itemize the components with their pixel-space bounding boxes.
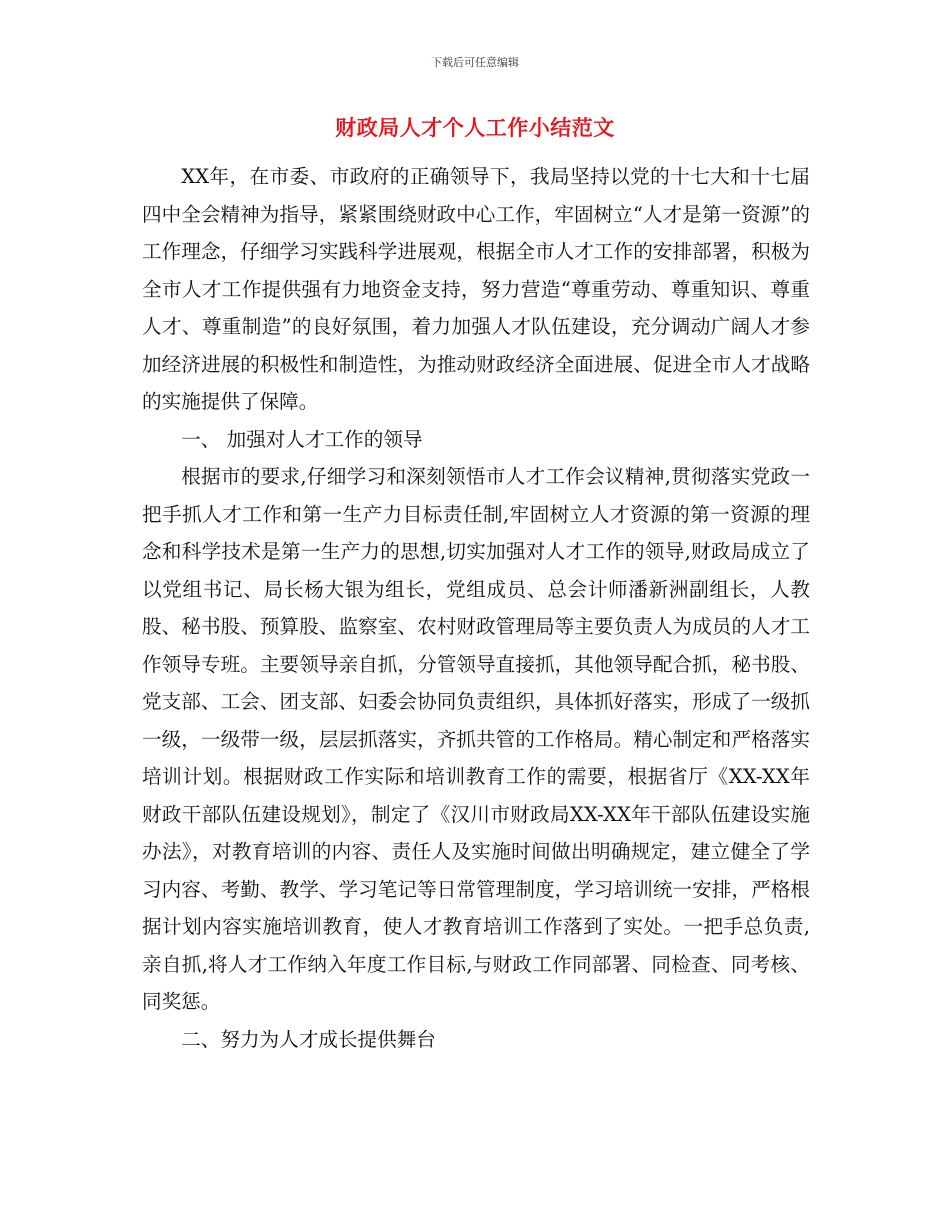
paragraph-intro: XX年，在市委、市政府的正确领导下，我局坚持以党的十七大和十七届四中全会精神为指导，紧紧围绕财政中心工作，牢固树立“人才是第一资源”的工作理念，仔细学习实践科学进展观，根据全市人才工作的安排部署，积极为全市人才工作提供强有力地资金支持，努力营造“尊重劳动、尊重知识、尊重人才、尊重制造”的良好氛围，着力加强人才队伍建设，充分调动广阔人才参加经济进展的积极性和制造性，为推动财政经济全面进展、促进全市人才战略的实施提供了保障。 xyxy=(142,165,810,413)
page-title: 财政局人才个人工作小结范文 xyxy=(335,116,615,140)
section-heading-2: 二、努力为人才成长提供舞台 xyxy=(181,1027,436,1051)
paragraph-section-1: 根据市的要求,仔细学习和深刻领悟市人才工作会议精神,贯彻落实党政一把手抓人才工作和第一生产力目标责任制,牢固树立人才资源的第一资源的理念和科学技术是第一生产力的思想,切实加强对人才工作的领导,财政局成立了以党组书记、局长杨大银为组长，党组成员、总会计师潘新洲副组长，人教股、秘书股、预算股、监察室、农村财政管理局等主要负责人为成员的人才工作领导专班。主要领导亲自抓，分管领导直接抓，其他领导配合抓，秘书股、党支部、工会、团支部、妇委会协同负责组织，具体抓好落实，形成了一级抓一级，一级带一级，层层抓落实，齐抓共管的工作格局。精心制定和严格落实培训计划。根据财政工作实际和培训教育工作的需要，根据省厅《XX-XX年财政干部队伍建设规划》，制定了《汉川市财政局XX-XX年干部队伍建设实施办法》，对教育培训的内容、责任人及实施时间做出明确规定，建立健全了学习内容、考勤、教学、学习笔记等日常管理制度，学习培训统一安排，严格根据计划内容实施培训教育，使人才教育培训工作落到了实处。一把手总负责,亲自抓,将人才工作纳入年度工作目标,与财政工作同部署、同检查、同考核、同奖惩。 xyxy=(142,465,810,1013)
header-note: 下载后可任意编辑 xyxy=(431,56,519,69)
section-heading-1: 一、 加强对人才工作的领导 xyxy=(181,427,423,451)
document-body xyxy=(142,158,810,1058)
